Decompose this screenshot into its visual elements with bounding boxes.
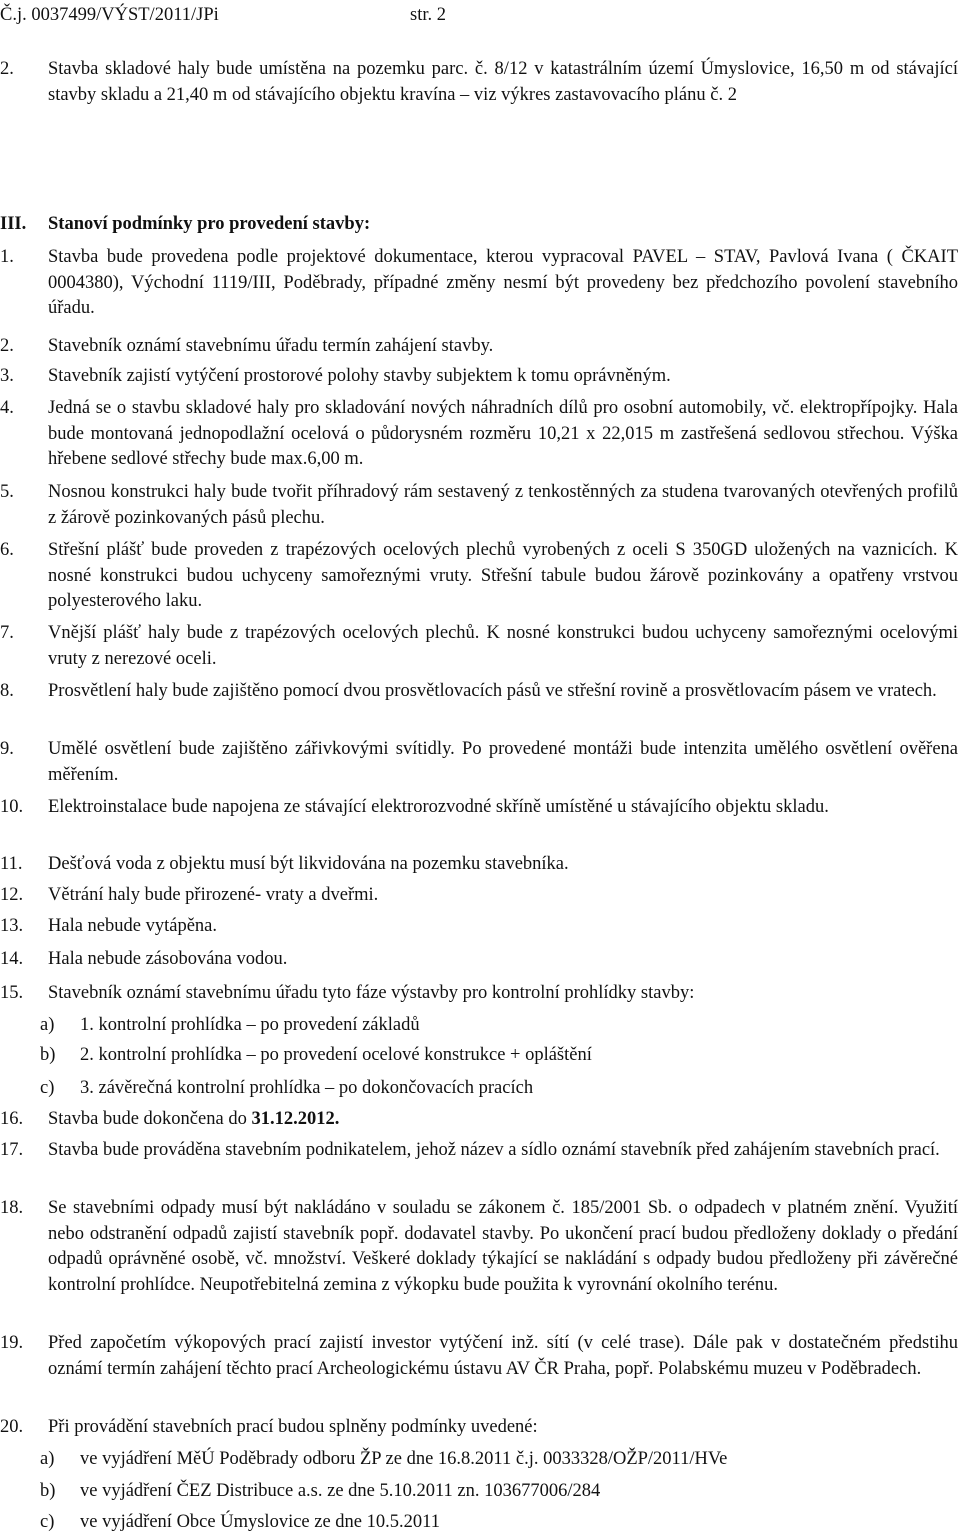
item-text: Se stavebními odpady musí být nakládáno v souladu se zákonem č. 185/2001 Sb. o odpadech v platném znění. Využití nebo odstranění odpadů zajistí stavebník popř. dodavatel stavby. Po ukončení prací budou předloženy doklady o předání odpadů oprávněné osobě, vč. množství. Veškeré doklady týkající se nakládání s odpady budou předloženy při závěrečné kontrolní prohlídce. Neupotřebitelná zemina z výkopku bude použita k vyrovnání okolního terénu.: [48, 1198, 958, 1295]
statement-b: [40, 1479, 940, 1504]
inspection-b: [40, 1043, 940, 1068]
condition-7: [0, 621, 958, 672]
item-number: 2.: [0, 59, 14, 79]
intro-paragraph: [0, 57, 958, 108]
condition-15: [0, 981, 958, 1007]
item-number: 13.: [0, 916, 24, 936]
item-text: Stavba bude prováděna stavebním podnikatelem, jehož název a sídlo oznámí stavebník před zahájením stavebních prací.: [48, 1140, 940, 1160]
item-text: Větrání haly bude přirozené- vraty a dveřmi.: [48, 885, 379, 905]
condition-11: [0, 852, 958, 878]
condition-17: [0, 1138, 958, 1164]
condition-9: [0, 737, 958, 788]
item-number: 14.: [0, 949, 24, 969]
item-number: 10.: [0, 797, 24, 817]
sub-text: 1. kontrolní prohlídka – po provedení základů: [80, 1015, 420, 1035]
sub-text: ve vyjádření Obce Úmyslovice ze dne 10.5.2011: [80, 1512, 440, 1532]
sub-label: b): [40, 1045, 56, 1065]
statement-a: [40, 1447, 940, 1472]
item-text: Stavba bude provedena podle projektové dokumentace, kterou vypracoval PAVEL – STAV, Pavlová Ivana ( ČKAIT 0004380), Východní 1119/III, Poděbrady, případné změny nesmí být provedeny bez předchozího povolení stavebního úřadu.: [48, 247, 958, 318]
condition-2: [0, 334, 958, 360]
item-text: Stavebník zajistí vytýčení prostorové polohy stavby subjektem k tomu oprávněným.: [48, 366, 671, 386]
sub-text: ve vyjádření MěÚ Poděbrady odboru ŽP ze dne 16.8.2011 č.j. 0033328/OŽP/2011/HVe: [80, 1449, 728, 1469]
item-text: Střešní plášť bude proveden z trapézových ocelových plechů vyrobených z oceli S 350GD uložených na vaznicích. K nosné konstrukci budou uchyceny samořeznými vruty. Střešní tabule budou žárově pozinkovány a opatřeny vrstvou polyesterového laku.: [48, 540, 958, 611]
sub-label: b): [40, 1481, 56, 1501]
sub-text: 2. kontrolní prohlídka – po provedení ocelové konstrukce + opláštění: [80, 1045, 592, 1065]
condition-1: [0, 245, 958, 322]
condition-18: [0, 1196, 958, 1298]
item-text: Prosvětlení haly bude zajištěno pomocí dvou prosvětlovacích pásů ve střešní rovině a prosvětlovacím pásem ve vratech.: [48, 681, 937, 701]
item-number: 18.: [0, 1198, 24, 1218]
sub-text: 3. závěrečná kontrolní prohlídka – po dokončovacích pracích: [80, 1078, 534, 1098]
inspection-a: [40, 1013, 940, 1038]
item-text: Před započetím výkopových prací zajistí investor vytýčení inž. sítí (v celé trase). Dále pak v dostatečném předstihu oznámí termín zahájení těchto prací Archeologickému ústavu AV ČR Praha, popř. Polabskému muzeu v Poděbradech.: [48, 1333, 958, 1379]
item-text: Nosnou konstrukci haly bude tvořit příhradový rám sestavený z tenkostěnných za studena tvarovaných otevřených profilů z žárově pozinkovaných pásů plechu.: [48, 482, 958, 528]
sub-label: c): [40, 1078, 55, 1098]
item-number: 17.: [0, 1140, 24, 1160]
item-number: 4.: [0, 398, 14, 418]
condition-13: [0, 914, 958, 940]
condition-8: [0, 679, 958, 705]
item-text: Dešťová voda z objektu musí být likvidována na pozemku stavebníka.: [48, 854, 569, 874]
sub-label: a): [40, 1015, 55, 1035]
completion-date: 31.12.2012.: [251, 1109, 340, 1129]
condition-6: [0, 538, 958, 615]
condition-12: [0, 883, 958, 909]
item-text: Umělé osvětlení bude zajištěno zářivkovými svítidly. Po provedené montáži bude intenzita umělého osvětlení ověřena měřením.: [48, 739, 958, 785]
item-number: 8.: [0, 681, 14, 701]
sub-label: c): [40, 1512, 55, 1532]
condition-19: [0, 1331, 958, 1382]
item-number: 9.: [0, 739, 14, 759]
item-number: 2.: [0, 336, 14, 356]
item-number: 20.: [0, 1417, 24, 1437]
item-number: 5.: [0, 482, 14, 502]
item-text: Hala nebude zásobována vodou.: [48, 949, 288, 969]
sub-label: a): [40, 1449, 55, 1469]
item-number: 12.: [0, 885, 24, 905]
page-header: [0, 4, 960, 26]
document-reference: Č.j. 0037499/VÝST/2011/JPi: [0, 5, 219, 25]
condition-10: [0, 795, 958, 821]
page-number: str. 2: [410, 5, 446, 25]
sub-text: ve vyjádření ČEZ Distribuce a.s. ze dne 5.10.2011 zn. 103677006/284: [80, 1481, 601, 1501]
item-text: Stavebník oznámí stavebnímu úřadu tyto fáze výstavby pro kontrolní prohlídky stavby:: [48, 983, 695, 1003]
item-text: Stavebník oznámí stavebnímu úřadu termín zahájení stavby.: [48, 336, 494, 356]
condition-5: [0, 480, 958, 531]
item-number: 16.: [0, 1109, 24, 1129]
item-number: 11.: [0, 854, 23, 874]
condition-3: [0, 364, 958, 390]
item-number: 15.: [0, 983, 24, 1003]
item-text: Stavba skladové haly bude umístěna na pozemku parc. č. 8/12 v katastrálním území Úmyslovice, 16,50 m od stávající stavby skladu a 21,40 m od stávajícího objektu kravína – viz výkres zastavovacího plánu č. 2: [48, 59, 958, 105]
completion-text: Stavba bude dokončena do: [48, 1109, 252, 1129]
item-number: 1.: [0, 247, 14, 267]
item-text: Hala nebude vytápěna.: [48, 916, 217, 936]
item-text: Vnější plášť haly bude z trapézových ocelových plechů. K nosné konstrukci budou uchyceny samořeznými ocelovými vruty z nerezové oceli.: [48, 623, 958, 669]
section-heading: [0, 212, 900, 237]
item-number: 6.: [0, 540, 14, 560]
section-number: III.: [0, 214, 27, 234]
item-number: 3.: [0, 366, 14, 386]
item-text: Při provádění stavebních prací budou splněny podmínky uvedené:: [48, 1417, 538, 1437]
item-text: Jedná se o stavbu skladové haly pro skladování nových náhradních dílů pro osobní automobily, vč. elektropřípojky. Hala bude montovaná jednopodlažní ocelová o půdorysném rozměru 10,21 x 22,015 m zastřešená sedlovou střechou. Výška hřebene sedlové střechy bude max.6,00 m.: [48, 398, 958, 469]
condition-14: [0, 947, 958, 973]
item-text: [48, 1107, 958, 1133]
condition-4: [0, 396, 958, 473]
item-text: Elektroinstalace bude napojena ze stávající elektrorozvodné skříně umístěné u stávajícího objektu skladu.: [48, 797, 829, 817]
item-number: 7.: [0, 623, 14, 643]
condition-20: [0, 1415, 958, 1441]
section-title: Stanoví podmínky pro provedení stavby:: [48, 214, 371, 234]
statement-c: [40, 1510, 940, 1535]
condition-16: [0, 1107, 958, 1133]
item-number: 19.: [0, 1333, 24, 1353]
inspection-c: [40, 1076, 940, 1101]
